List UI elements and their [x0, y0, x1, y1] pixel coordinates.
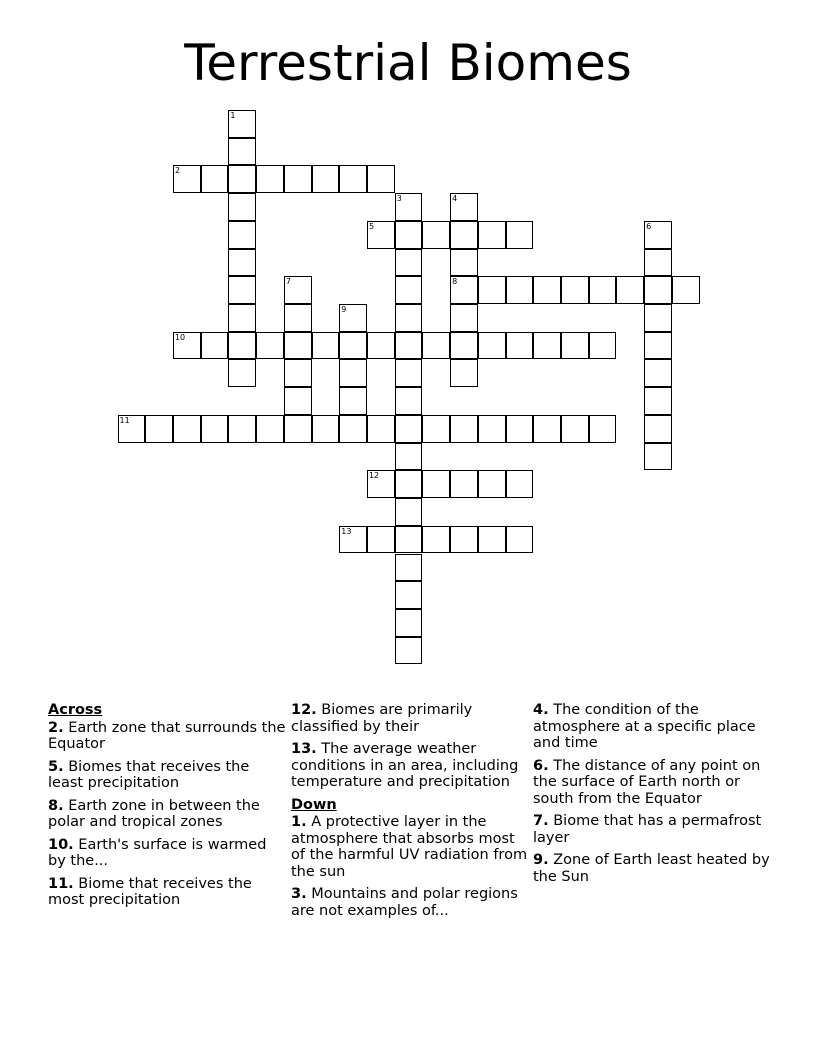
grid-cell[interactable]	[228, 221, 256, 249]
grid-cell[interactable]	[395, 498, 423, 526]
grid-cell[interactable]	[228, 110, 256, 138]
grid-cell[interactable]	[395, 359, 423, 387]
grid-cell[interactable]	[228, 193, 256, 221]
grid-cell[interactable]	[644, 387, 672, 415]
grid-cell[interactable]	[644, 304, 672, 332]
grid-cell[interactable]	[506, 221, 534, 249]
grid-cell[interactable]	[339, 304, 367, 332]
clue-column-2	[291, 702, 531, 925]
grid-cell[interactable]	[284, 387, 312, 415]
grid-cell[interactable]	[533, 332, 561, 360]
clue-number: 6	[646, 221, 652, 231]
grid-cell[interactable]	[450, 359, 478, 387]
clue-across-5: 5. Biomes that receives the least precipitation	[48, 758, 250, 791]
clue-number: 5	[368, 221, 375, 231]
clue-across-8: 8. Earth zone in between the polar and tropical zones	[48, 797, 260, 830]
grid-cell[interactable]	[201, 415, 229, 443]
clue-down-7: 7. Biome that has a permafrost layer	[533, 813, 762, 846]
grid-cell[interactable]	[450, 193, 478, 221]
grid-cell[interactable]	[450, 276, 478, 304]
clue-across-11: 11. Biome that receives the most precipitation	[48, 875, 252, 908]
grid-cell[interactable]	[284, 276, 312, 304]
grid-cell[interactable]	[173, 415, 201, 443]
grid-cell[interactable]	[644, 415, 672, 443]
grid-cell[interactable]	[395, 304, 423, 332]
grid-cell[interactable]	[506, 276, 534, 304]
clue-column-3	[533, 702, 773, 891]
clue-down-3: 3. Mountains and polar regions are not examples of...	[291, 886, 518, 919]
grid-cell[interactable]	[367, 221, 395, 249]
grid-cell[interactable]	[228, 415, 256, 443]
grid-cell[interactable]	[644, 332, 672, 360]
grid-cell[interactable]	[395, 387, 423, 415]
grid-cell[interactable]	[478, 470, 506, 498]
grid-cell[interactable]	[118, 415, 146, 443]
clue-across-12: 12. Biomes are primarily classified by their	[291, 702, 473, 735]
grid-cell[interactable]	[422, 415, 450, 443]
grid-cell[interactable]	[506, 332, 534, 360]
grid-cell[interactable]	[339, 387, 367, 415]
grid-cell[interactable]	[395, 637, 423, 665]
grid-cell[interactable]	[228, 276, 256, 304]
grid-cell[interactable]	[422, 526, 450, 554]
grid-cell[interactable]	[478, 526, 506, 554]
grid-cell[interactable]	[450, 249, 478, 277]
clue-across-2: 2. Earth zone that surrounds the Equator	[48, 719, 286, 752]
grid-cell[interactable]	[201, 165, 229, 193]
grid-cell[interactable]	[644, 359, 672, 387]
grid-cell[interactable]	[339, 526, 367, 554]
grid-cell[interactable]	[589, 415, 617, 443]
grid-cell[interactable]	[367, 165, 395, 193]
grid-cell[interactable]	[367, 415, 395, 443]
clue-down-1: 1. A protective layer in the atmosphere that absorbs most of the harmful UV radiation from the sun	[291, 814, 528, 880]
grid-cell[interactable]	[395, 554, 423, 582]
clue-across-10: 10. Earth's surface is warmed by the...	[48, 836, 267, 869]
grid-cell[interactable]	[228, 138, 256, 166]
grid-cell[interactable]	[256, 165, 284, 193]
clue-number: 1	[230, 111, 236, 120]
grid-cell[interactable]	[284, 304, 312, 332]
clue-across-13: 13. The average weather conditions in an area, including temperature and precipitation	[291, 741, 519, 790]
clue-number: 10	[174, 332, 186, 342]
grid-cell[interactable]	[339, 332, 367, 360]
grid-cell[interactable]	[228, 359, 256, 387]
grid-cell[interactable]	[561, 276, 589, 304]
grid-cell[interactable]	[422, 332, 450, 360]
grid-cell[interactable]	[339, 415, 367, 443]
grid-cell[interactable]	[450, 304, 478, 332]
clue-number: 12	[368, 471, 380, 481]
grid-cell[interactable]	[644, 221, 672, 249]
clue-number: 13	[341, 526, 352, 536]
grid-cell[interactable]	[256, 332, 284, 360]
clue-number: 2	[174, 166, 181, 176]
clue-number: 9	[341, 305, 347, 315]
puzzle-title: Terrestrial Biomes	[184, 34, 632, 92]
grid-cell[interactable]	[312, 332, 340, 360]
clue-number: 8	[452, 277, 458, 287]
across-heading: Across	[48, 702, 103, 718]
grid-cell[interactable]	[228, 165, 256, 193]
grid-cell[interactable]	[395, 581, 423, 609]
grid-cell[interactable]	[450, 526, 478, 554]
grid-cell[interactable]	[395, 221, 423, 249]
grid-cell[interactable]	[589, 332, 617, 360]
grid-cell[interactable]	[228, 304, 256, 332]
clue-number: 7	[285, 277, 291, 287]
grid-cell[interactable]	[616, 276, 644, 304]
grid-cell[interactable]	[312, 165, 340, 193]
grid-cell[interactable]	[395, 415, 423, 443]
grid-cell[interactable]	[145, 415, 173, 443]
down-heading: Down	[291, 796, 337, 813]
grid-cell[interactable]	[173, 332, 201, 360]
grid-cell[interactable]	[561, 415, 589, 443]
grid-cell[interactable]	[201, 332, 229, 360]
grid-cell[interactable]	[506, 415, 534, 443]
grid-cell[interactable]	[478, 221, 506, 249]
grid-cell[interactable]	[312, 415, 340, 443]
grid-cell[interactable]	[450, 221, 478, 249]
grid-cell[interactable]	[228, 332, 256, 360]
grid-cell[interactable]	[284, 415, 312, 443]
grid-cell[interactable]	[395, 609, 423, 637]
grid-cell[interactable]	[173, 165, 201, 193]
grid-cell[interactable]	[395, 470, 423, 498]
grid-cell[interactable]	[450, 332, 478, 360]
clue-down-9: 9. Zone of Earth least heated by the Sun	[533, 852, 770, 885]
grid-cell[interactable]	[395, 443, 423, 471]
grid-cell[interactable]	[644, 443, 672, 471]
grid-cell[interactable]	[284, 332, 312, 360]
grid-cell[interactable]	[450, 415, 478, 443]
grid-cell[interactable]	[644, 276, 672, 304]
clue-column-1	[48, 702, 288, 915]
grid-cell[interactable]	[506, 470, 534, 498]
grid-cell[interactable]	[395, 526, 423, 554]
grid-cell[interactable]	[395, 193, 423, 221]
grid-cell[interactable]	[395, 332, 423, 360]
grid-cell[interactable]	[284, 359, 312, 387]
grid-cell[interactable]	[450, 470, 478, 498]
grid-cell[interactable]	[478, 415, 506, 443]
grid-cell[interactable]	[506, 526, 534, 554]
grid-cell[interactable]	[478, 276, 506, 304]
grid-cell[interactable]	[422, 470, 450, 498]
grid-cell[interactable]	[478, 332, 506, 360]
grid-cell[interactable]	[367, 526, 395, 554]
clue-number: 11	[119, 415, 130, 425]
grid-cell[interactable]	[339, 359, 367, 387]
grid-cell[interactable]	[284, 165, 312, 193]
grid-cell[interactable]	[533, 276, 561, 304]
grid-cell[interactable]	[561, 332, 589, 360]
clue-down-6: 6. The distance of any point on the surface of Earth north or south from the Equator	[533, 757, 761, 807]
grid-cell[interactable]	[256, 415, 284, 443]
grid-cell[interactable]	[367, 470, 395, 498]
grid-cell[interactable]	[672, 276, 700, 304]
grid-cell[interactable]	[589, 276, 617, 304]
clue-down-4: 4. The condition of the atmosphere at a specific place and time	[533, 702, 756, 751]
grid-cell[interactable]	[367, 332, 395, 360]
grid-cell[interactable]	[644, 249, 672, 277]
grid-cell[interactable]	[422, 221, 450, 249]
grid-cell[interactable]	[228, 249, 256, 277]
grid-cell[interactable]	[395, 249, 423, 277]
grid-cell[interactable]	[395, 276, 423, 304]
clue-number: 4	[452, 194, 458, 204]
clue-number: 3	[396, 194, 402, 204]
grid-cell[interactable]	[533, 415, 561, 443]
grid-cell[interactable]	[339, 165, 367, 193]
